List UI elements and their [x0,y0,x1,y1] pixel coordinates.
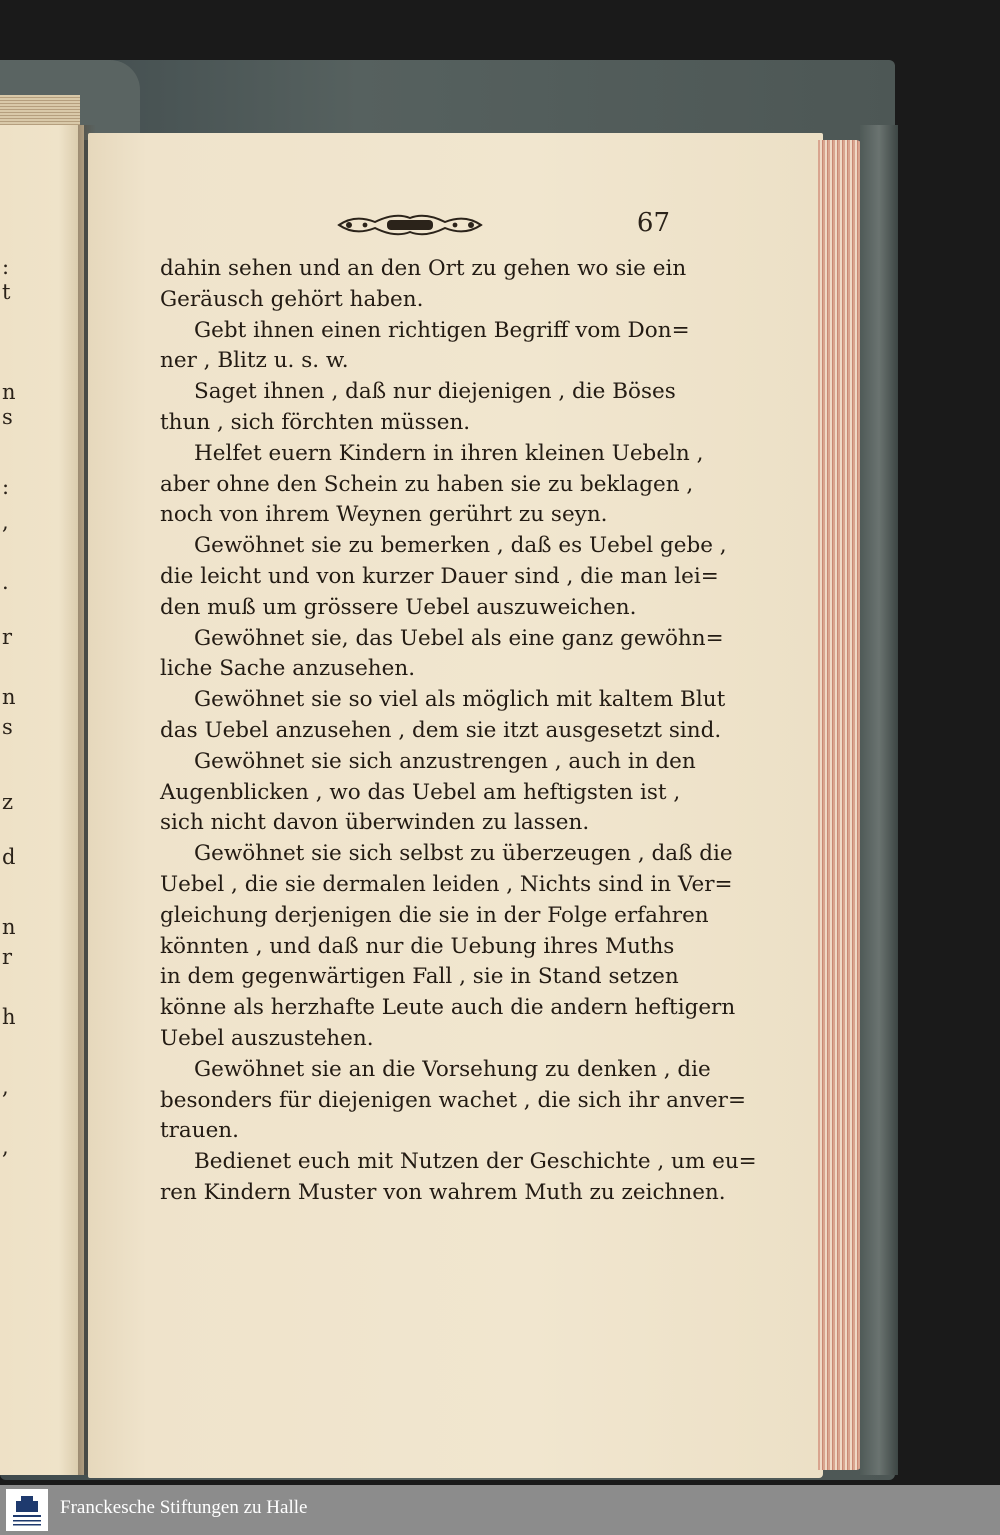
left-page-fragment: , [2,510,9,534]
text-line: könnten , und daß nur die Uebung ihres Muths [160,933,675,959]
left-page [0,125,84,1475]
text-line: aber ohne den Schein zu haben sie zu beklagen , [160,471,694,497]
left-page-fragment: t [2,280,11,304]
text-line: Gewöhnet sie sich selbst zu überzeugen , daß die [194,841,733,867]
footer-bar [0,1485,1000,1535]
text-line: Gewöhnet sie an die Vorsehung zu denken , die [194,1056,711,1082]
text-line: liche Sache anzusehen. [160,656,416,682]
text-line: Gewöhnet sie so viel als möglich mit kaltem Blut [194,687,726,713]
left-page-fragment: , [2,1135,9,1159]
left-page-fragment: , [2,1075,9,1099]
text-line: Saget ihnen , daß nur diejenigen , die Böses [194,379,676,405]
text-line: noch von ihrem Weynen gerührt zu seyn. [160,502,608,528]
text-line: besonders für diejenigen wachet , die sich ihr anver= [160,1087,746,1113]
text-line: Uebel auszustehen. [160,1025,374,1051]
left-page-fragment: h [2,1005,16,1029]
left-page-fragment: s [2,715,13,739]
book-board-right [860,125,898,1475]
left-page-fragment: . [2,570,9,594]
text-line: in dem gegenwärtigen Fall , sie in Stand setzen [160,964,679,990]
text-line: Augenblicken , wo das Uebel am heftigsten ist , [160,779,681,805]
text-line: könne als herzhafte Leute auch die andern heftigern [160,995,736,1021]
left-page-fragment: s [2,405,13,429]
left-page-fragment: d [2,845,16,869]
text-line: sich nicht davon überwinden zu lassen. [160,810,590,836]
left-page-fragment: : [2,475,10,499]
text-line: Bedienet euch mit Nutzen der Geschichte , um eu= [194,1149,757,1175]
footer-institution-name: Franckesche Stiftungen zu Halle [60,1497,308,1518]
text-line: ner , Blitz u. s. w. [160,348,349,374]
text-line: Uebel , die sie dermalen leiden , Nichts sind in Ver= [160,871,733,897]
text-line: Helfet euern Kindern in ihren kleinen Uebeln , [194,440,704,466]
left-page-fragment: n [2,685,16,709]
text-line: die leicht und von kurzer Dauer sind , die man lei= [160,563,719,589]
left-page-fragment: n [2,380,16,404]
text-line: das Uebel anzusehen , dem sie itzt ausgesetzt sind. [160,717,722,743]
text-line: ren Kindern Muster von wahrem Muth zu zeichnen. [160,1179,726,1205]
ornament-icon [335,210,485,240]
text-line: thun , sich förchten müssen. [160,409,471,435]
text-line: Geräusch gehört haben. [160,286,424,312]
page-number: 67 [636,208,670,238]
left-page-fragment: n [2,915,16,939]
franckesche-stiftungen-logo-icon [6,1489,48,1531]
text-line: trauen. [160,1118,239,1144]
text-line: Gewöhnet sie, das Uebel als eine ganz gewöhn= [194,625,724,651]
page-stack-edge [818,140,862,1470]
text-line: dahin sehen und an den Ort zu gehen wo sie ein [160,256,687,281]
page-text [160,254,757,1209]
text-line: gleichung derjenigen die sie in der Folge erfahren [160,902,709,928]
text-line: Gewöhnet sie zu bemerken , daß es Uebel gebe , [194,533,727,559]
text-line: Gebt ihnen einen richtigen Begriff vom Don= [194,317,690,343]
left-page-fragment: r [2,625,13,649]
left-page-fragment: z [2,790,14,814]
text-line: Gewöhnet sie sich anzustrengen , auch in den [194,748,696,774]
left-page-fragment: r [2,945,13,969]
page-header [160,208,670,248]
text-line: den muß um grössere Uebel auszuweichen. [160,594,637,620]
left-page-fragment: : [2,255,10,279]
